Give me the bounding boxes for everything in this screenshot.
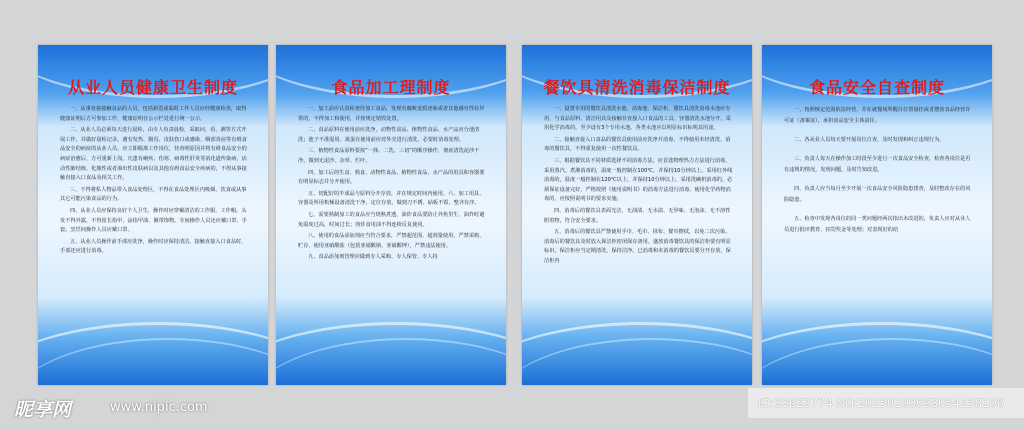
image-id-text: ID:33622774 NO:20250103093054158106: [758, 396, 1004, 410]
watermark-logo: 昵享网: [14, 399, 72, 421]
board-title: 食品安全自查制度: [808, 78, 945, 97]
board-health-hygiene: [38, 45, 268, 385]
board-food-processing: [276, 45, 506, 385]
board-body: [784, 105, 974, 238]
paragraph: 三、根据餐饮具不同材质选择不同消毒方法，应首选物理热力方法进行消毒。采用蒸汽、煮沸消毒的，温度一般控制在100℃，并保持10分钟以上。采用红外线消毒的，温度一般控制在120℃以上，并保持10分钟以上。采用洗碗机消毒的，必须保证设备完好，严格按照《使用说明书》的消毒方法进行消毒。使用化学药物消毒的，应按照说明书的要求实施。: [544, 157, 733, 203]
paragraph: 五、消毒后的餐饮具严禁使用手巾、毛巾、抹布、餐巾擦拭，以免二次污染。消毒后的餐饮具及时放入保洁柜密闭保存备用。盛放消毒餐饮具的保洁柜要有明显标识，保洁柜应当定期清洗，保持洁净。已消毒和未消毒的餐饮具要分开存放，保洁柜内: [544, 229, 731, 264]
paragraph: 二、各从业人员每天要开展岗位自查，及时发现和纠正违规行为。: [794, 137, 945, 143]
paragraph: 四、负责人应当每月至少开展一次食品安全风险隐患排查，及时整改存在的风险隐患。: [784, 186, 971, 203]
paragraph: 三、植物性食品原料要按“一择、二洗、三切”的顺序操作，彻底清洗泥沙干净，做到无泥沙、杂草、烂叶。: [298, 148, 480, 164]
paragraph: 一、从事直接接触食品的人员，包括新进或临时工作人员应经健康检查，取得健康证明后方可参加工作，健康证明在公示栏处进行统一公示。: [60, 106, 247, 122]
paragraph: 三、不得将私人物品带入食品处理区，不得在食品处理区内吸烟、饮食或从事其它可能污染食品的行为。: [60, 186, 247, 203]
watermark-url: www.nipic.com: [110, 400, 208, 415]
paragraph: 五、从业人员操作前手部应洗净，操作时应保持清洁。接触直接入口食品时，手部还应进行消毒。: [60, 238, 247, 255]
paragraph: 七、需要熟制加工的食品应当烧熟煮透，油炸食品要防止外焦里生，油炸时避免温度过高，时间过长；煎炸食用油不得连续反复使用。: [298, 211, 485, 228]
paragraph: 二、从业人员必须每天进行晨检，由专人负责晨检，采取问、看、测等方式开展工作，并做好晨检记录。遇有发热、腹泻、皮肤伤口或感染、咽部炎症等有碍食品安全的病症的从业人员，应立即脱离工作岗位，待查明原因并将有碍食品安全的病症治愈后，方可重新上岗。凡患有痢疾、伤寒、病毒性肝炎等消化道传染病，活动性肺结核，化脓性或者渗出性皮肤病以及其他有碍食品安全疾病的，不得从事接触直接入口食品及相关工作。: [60, 127, 247, 182]
board-tableware-disinfection: [522, 45, 752, 385]
board-body: [298, 105, 488, 265]
paragraph: 五、检查中发现各岗位的同一类问题经两次指出未改进的，负责人应对从业人员进行批评教育、扣罚奖金等处理；对表现好的给: [784, 216, 971, 233]
paragraph: 三、负责人每天在操作加工时段至少进行一次食品安全检查，检查各岗位是否有违规的情况，发现问题，及时告知改进。: [784, 156, 971, 173]
board-title: 食品加工理制度: [331, 78, 451, 97]
paragraph: 四、从业人员应保持良好个人卫生，操作时应穿戴清洁的工作服、工作帽，头发不得外露，不得留长指甲、涂指甲油、佩带饰物。专间操作人员还应戴口罩、手套。烹饪间操作人员应戴口罩。: [60, 207, 247, 234]
paragraph: 五、切配好的半成品与原料分开存放，并在规定时间内使用。六、加工用具、容器及所用机械设备清洗干净，定位存放，做到刀不锈、砧板不霉，整齐有序。: [298, 190, 485, 207]
board-title: 餐饮具清洗消毒保洁制度: [543, 78, 731, 97]
board-title: 从业人员健康卫生制度: [67, 78, 238, 97]
paragraph: 二、接触直接入口食品的餐饮具使用前应洗净并消毒，不得使用未经清洗、消毒的餐饮具，不得重复使用一次性餐饮具。: [544, 136, 731, 153]
paragraph: 一、设置专用的餐饮具清洗水池、消毒池、保洁柜。餐饮具清洗消毒水池应专用，与食品原料、清洁用具及接触非直接入口食品的工具、容器清洗水池分开。采用化学消毒的，至少设有3个专用水池。各类水池应以明显标识标明其用途。: [544, 106, 731, 132]
board-body: [60, 105, 250, 259]
board-body: [544, 105, 734, 269]
paragraph: 四、消毒后的餐饮具表面光洁、无油渍、无水渍、无异味、无泡沫、无不溶性附着物，符合安全要求。: [544, 207, 731, 224]
paragraph: 一、加工前应认真检查待加工食品，发现有腐败变质迹象或者其他感官性状异常的，不得加工和使用，并按规定销毁处置。: [298, 106, 485, 122]
paragraph: 九、食品添加剂管理应做到专人采购、专人保管、专人持: [308, 254, 438, 261]
board-food-safety-self-check: [762, 45, 992, 385]
paragraph: 四、加工后的生食、熟食、动物性食品、植物性食品、水产品的用具和容器要有明显标志并分开使用。: [298, 169, 485, 186]
paragraph: 八、使用的食品添加剂应当符合要求，严禁超范围、超剂量使用，严禁采购、贮存、使用亚硝酸盐（包括亚硝酸钠、亚硝酸钾），严禁违法使用。: [298, 233, 485, 249]
paragraph: 二、食品原料在使用前应洗净，动物性食品、植物性食品、水产品应分池清洗；池子不准混用。禽蛋在使用前应对外壳进行清洗，必要时消毒处理。: [298, 127, 480, 143]
paragraph: 一、按照核定范围依法经营，并在就餐场所醒目位置悬挂或者摆放食品经营许可证（备案证），承担食品安全主体责任。: [784, 107, 971, 124]
